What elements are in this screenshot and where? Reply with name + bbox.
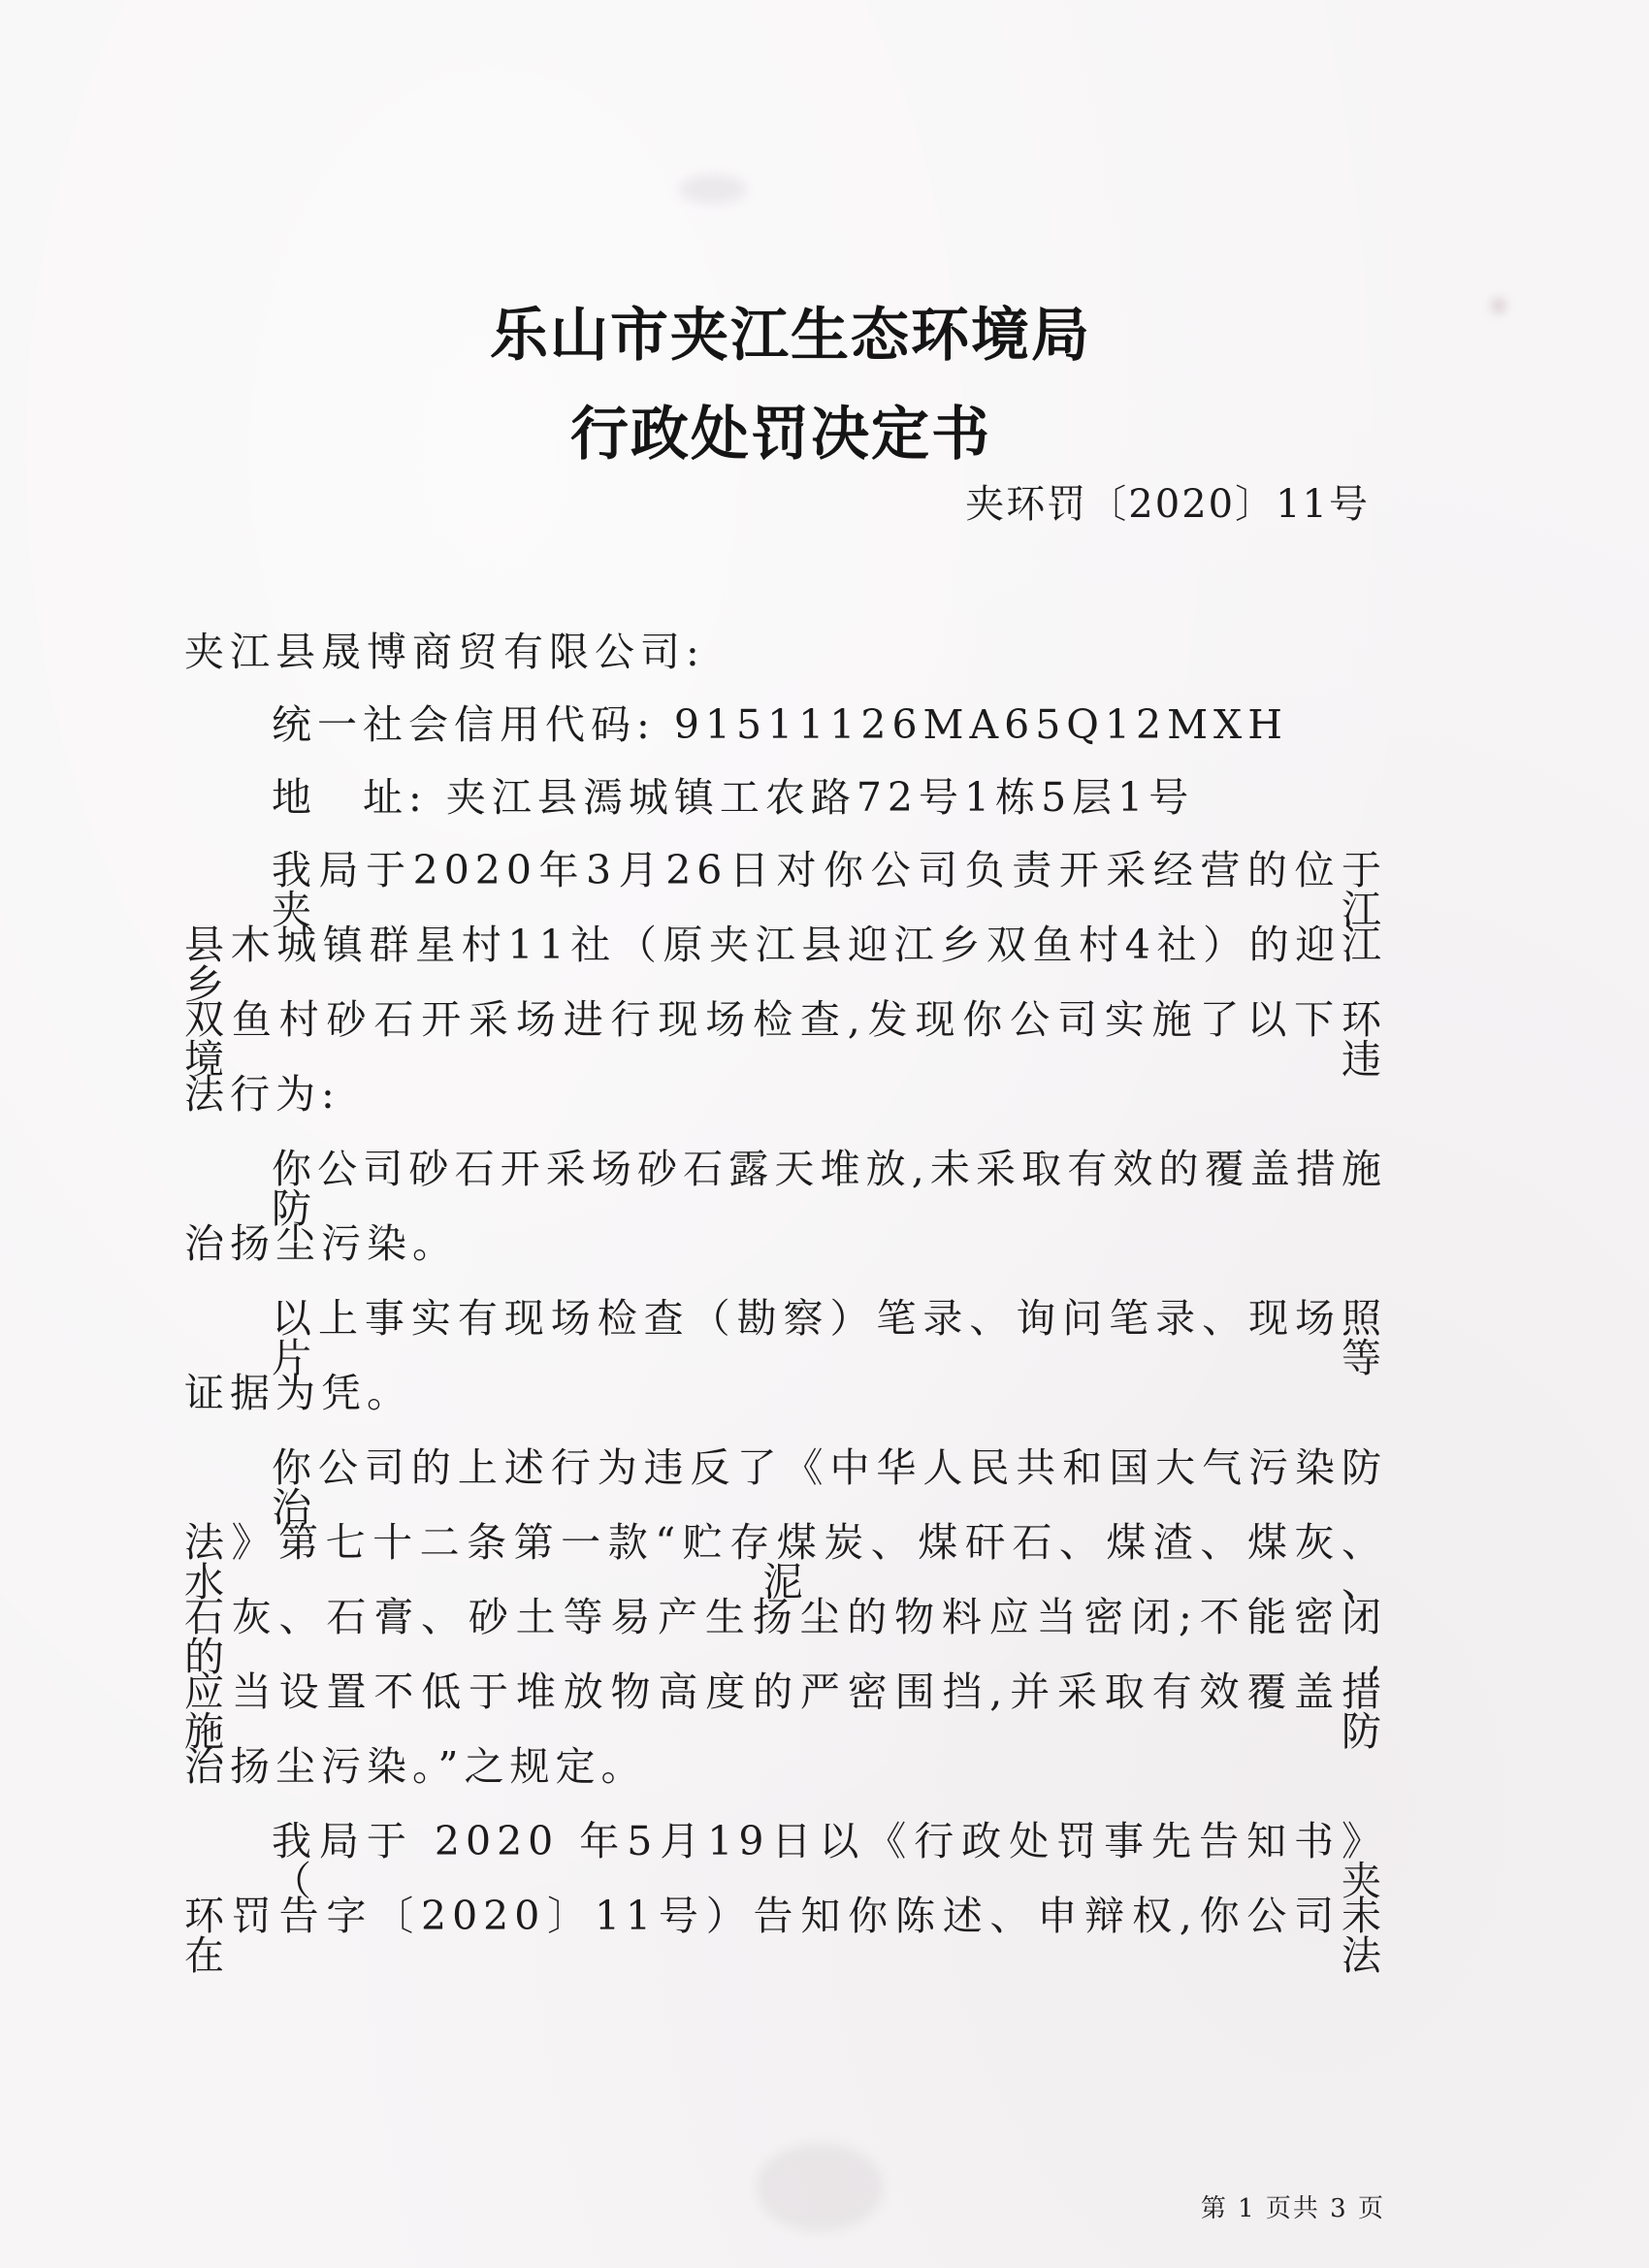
addressee: 夹江县晟博商贸有限公司: (184, 629, 705, 675)
paragraph-line: 双鱼村砂石开采场进行现场检查,发现你公司实施了以下环境违 (184, 996, 1387, 1083)
paragraph-line: 县木城镇群星村11社（原夹江县迎江乡双鱼村4社）的迎江乡 (184, 922, 1387, 1008)
paragraph-line: 治扬尘污染。”之规定。 (184, 1743, 647, 1790)
paragraph-line: 证据为凭。 (184, 1370, 412, 1416)
address: 地 址: 夹江县漹城镇工农路72号1栋5层1号 (272, 774, 1195, 821)
paragraph-line: 法行为: (184, 1071, 340, 1118)
paragraph-line: 治扬尘污染。 (184, 1220, 458, 1267)
paragraph-line: 你公司砂石开采场砂石露天堆放,未采取有效的覆盖措施防 (272, 1146, 1387, 1232)
paragraph-line: 以上事实有现场检查（勘察）笔录、询问笔录、现场照片等 (272, 1295, 1387, 1381)
scan-smudge (757, 2144, 883, 2231)
paragraph-line: 我局于2020年3月26日对你公司负责开采经营的位于夹江 (272, 847, 1387, 933)
document-subtitle: 行政处罚决定书 (570, 401, 991, 469)
paragraph-line: 我局于 2020 年5月19日以《行政处罚事先告知书》（夹 (272, 1818, 1387, 1904)
document-title: 乐山市夹江生态环境局 (490, 302, 1091, 370)
document-number: 夹环罚〔2020〕11号 (965, 482, 1370, 527)
paragraph-line: 你公司的上述行为违反了《中华人民共和国大气污染防治 (272, 1444, 1387, 1531)
scan-smudge (679, 175, 747, 204)
paragraph-line: 石灰、石膏、砂土等易产生扬尘的物料应当密闭;不能密闭的, (184, 1594, 1387, 1680)
credit-code: 统一社会信用代码: 91511126MA65Q12MXH (272, 701, 1288, 748)
paragraph-line: 环罚告字〔2020〕11号）告知你陈述、申辩权,你公司未在法 (184, 1893, 1387, 1979)
page-footer: 第 1 页共 3 页 (1200, 2194, 1385, 2223)
paragraph-line: 应当设置不低于堆放物高度的严密围挡,并采取有效覆盖措施防 (184, 1669, 1387, 1755)
paragraph-line: 法》第七十二条第一款“贮存煤炭、煤矸石、煤渣、煤灰、水泥、 (184, 1519, 1387, 1605)
